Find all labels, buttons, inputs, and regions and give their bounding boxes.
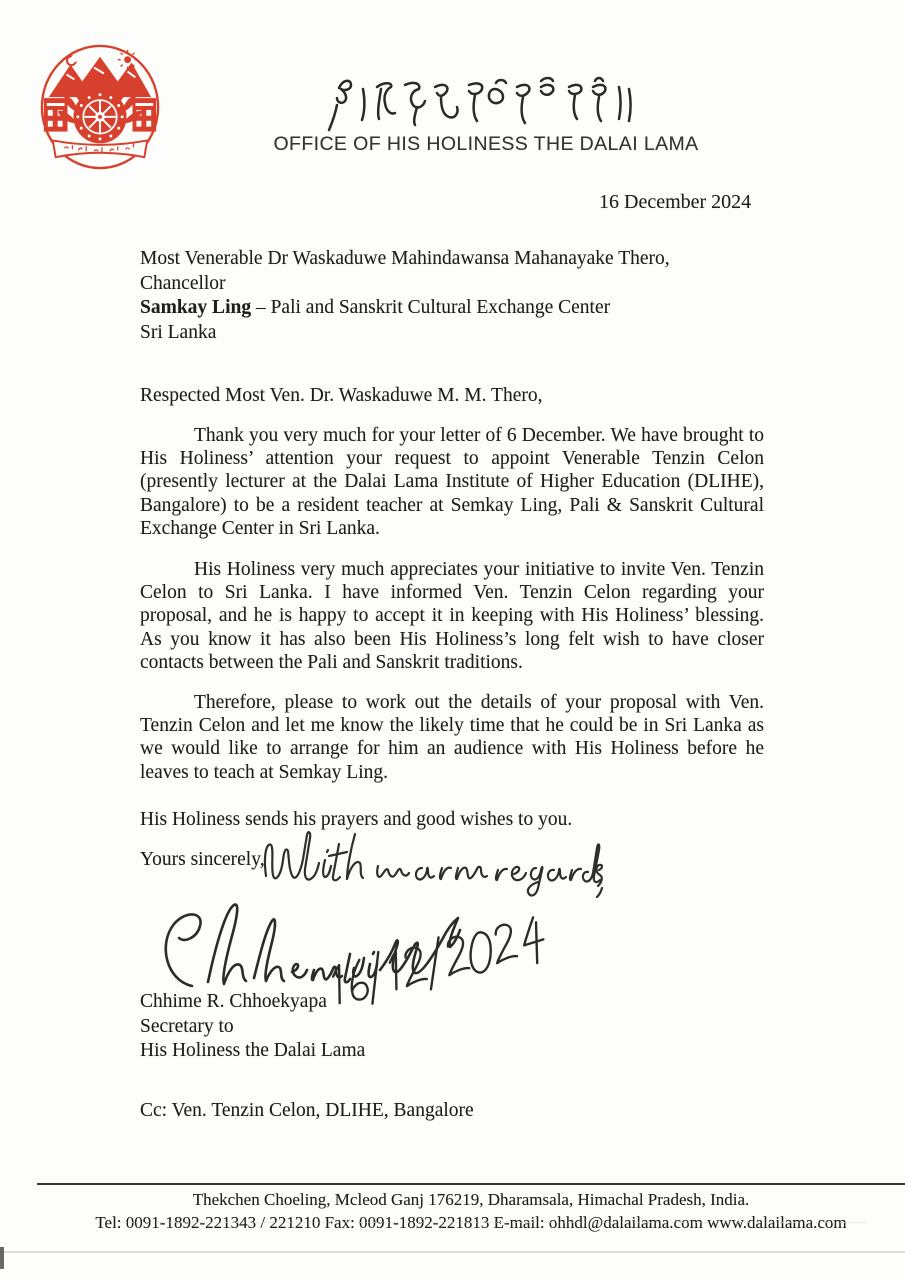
valediction: Yours sincerely, [140, 849, 265, 871]
body-paragraph: Therefore, please to work out the details of your proposal with Ven. Tenzin Celon and let me know the likely time that he could be in Sri Lanka as we would like to arrange for him an audience with His Holiness before he leaves to teach at Semkay Ling. [140, 692, 764, 783]
recipient-org-bold: Samkay Ling [140, 297, 252, 318]
recipient-org-rest: – Pali and Sanskrit Cultural Exchange Center [255, 297, 611, 318]
signer-name: Chhime R. Chhoekyapa [140, 991, 327, 1012]
signer-title: Secretary to [140, 1015, 234, 1037]
scan-artifact-page-edge [0, 1251, 905, 1253]
recipient-address [140, 247, 764, 345]
body-paragraph: His Holiness very much appreciates your initiative to invite Ven. Tenzin Celon to Sri Lanka. I have informed Ven. Tenzin Celon regarding your proposal, and he is happy to accept it in keeping with His Holiness’ blessing. As you know it has also been His Holiness’s long felt wish to have closer contacts between the Pali and Sanskrit traditions. [140, 559, 764, 673]
dalai-lama-office-seal-icon [38, 42, 162, 170]
closing-line: His Holiness sends his prayers and good wishes to you. [140, 808, 573, 830]
letter-body [140, 247, 764, 871]
footer-divider [37, 1183, 905, 1185]
cc-line: Cc: Ven. Tenzin Celon, DLIHE, Bangalore [140, 1100, 474, 1121]
handwritten-regards-note [258, 824, 603, 900]
recipient-line: Sri Lanka [140, 321, 217, 343]
recipient-line: Most Venerable Dr Waskaduwe Mahindawansa Mahanayake Thero, [140, 248, 670, 269]
signer-title: His Holiness the Dalai Lama [140, 1040, 366, 1061]
scan-artifact-mark [0, 1247, 4, 1269]
tibetan-script-letterhead [326, 72, 644, 134]
footer-contacts: Tel: 0091-1892-221343 / 221210 Fax: 0091-1892-221813 E-mail: ohhdl@dalailama.com www.dalailama.com [95, 1213, 847, 1232]
office-name-title: OFFICE OF HIS HOLINESS THE DALAI LAMA [273, 133, 699, 155]
salutation: Respected Most Ven. Dr. Waskaduwe M. M. Thero, [140, 385, 543, 406]
footer-address: Thekchen Choeling, Mcleod Ganj 176219, Dharamsala, Himachal Pradesh, India. [192, 1190, 750, 1209]
footer [37, 1188, 905, 1234]
recipient-line [140, 296, 764, 321]
scan-artifact-dotted-line [120, 1222, 865, 1223]
body-paragraph: Thank you very much for your letter of 6 December. We have brought to His Holiness’ attention your request to appoint Venerable Tenzin Celon (presently lecturer at the Dalai Lama Institute of Higher Education (DLIHE), Bangalore) to be a resident teacher at Semkay Ling, Pali & Sanskrit Cultural Exchange Center in Sri Lanka. [140, 425, 764, 539]
recipient-line: Chancellor [140, 272, 226, 294]
signer-block [140, 990, 365, 1064]
letter-date: 16 December 2024 [599, 191, 752, 213]
